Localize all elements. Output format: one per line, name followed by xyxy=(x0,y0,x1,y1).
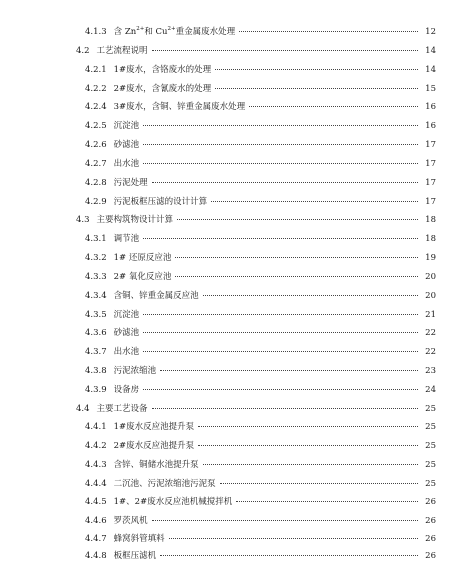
dot-leader xyxy=(203,295,418,296)
toc-entry-label: 4.2.5 沉淀池 xyxy=(85,121,140,131)
dot-leader xyxy=(236,501,418,502)
dot-leader xyxy=(143,238,418,239)
toc-entry-label: 4.3.3 2# 氧化反应池 xyxy=(85,272,172,282)
toc-entry-label: 4.2.6 砂滤池 xyxy=(85,140,140,150)
toc-entry-label: 4.4.5 1#、2#废水反应池机械搅拌机 xyxy=(85,497,233,507)
toc-entry-label: 4.3.5 沉淀池 xyxy=(85,310,140,320)
toc-page-number: 16 xyxy=(425,102,436,112)
toc-entry-label: 4.4.4 二沉池、污泥浓缩池污泥泵 xyxy=(85,479,216,489)
toc-entry-label: 4.4.6 罗茨风机 xyxy=(85,516,148,526)
toc-page-number: 17 xyxy=(425,159,436,169)
toc-entry-label: 4.2.2 2#废水，含氰废水的处理 xyxy=(85,84,212,94)
toc-entry[interactable] xyxy=(0,195,475,211)
toc-page-number: 26 xyxy=(425,551,436,561)
dot-leader xyxy=(249,106,418,107)
dot-leader xyxy=(143,389,418,390)
toc-entry-label: 4.2 工艺流程说明 xyxy=(76,46,148,56)
dot-leader xyxy=(215,88,418,89)
dot-leader xyxy=(160,370,418,371)
toc-entry-label: 4.3.6 砂滤池 xyxy=(85,328,140,338)
toc-entry[interactable] xyxy=(0,213,475,229)
toc-entry[interactable] xyxy=(0,25,475,41)
toc-entry[interactable] xyxy=(0,326,475,342)
toc-entry[interactable] xyxy=(0,514,475,530)
dot-leader xyxy=(177,219,418,220)
dot-leader xyxy=(152,182,418,183)
toc-page-number: 26 xyxy=(425,497,436,507)
dot-leader xyxy=(143,163,418,164)
toc-entry-label: 4.3.2 1# 还原反应池 xyxy=(85,253,172,263)
toc-page-number: 26 xyxy=(425,534,436,544)
dot-leader xyxy=(152,520,418,521)
dot-leader xyxy=(175,276,418,277)
toc-page-number: 16 xyxy=(425,121,436,131)
toc-entry[interactable] xyxy=(0,364,475,380)
dot-leader xyxy=(143,314,418,315)
toc-page-number: 20 xyxy=(425,272,436,282)
toc-page-number: 25 xyxy=(425,460,436,470)
toc-entry[interactable] xyxy=(0,308,475,324)
dot-leader xyxy=(152,50,418,51)
toc-entry[interactable] xyxy=(0,157,475,173)
toc-page-number: 14 xyxy=(425,46,436,56)
dot-leader xyxy=(203,464,418,465)
toc-entry[interactable] xyxy=(0,270,475,286)
dot-leader xyxy=(198,426,418,427)
toc-entry-label: 4.3 主要构筑物设计计算 xyxy=(76,215,174,225)
toc-entry[interactable] xyxy=(0,232,475,248)
toc-page-number: 18 xyxy=(425,215,436,225)
toc-entry[interactable] xyxy=(0,383,475,399)
toc-entry-label: 4.3.8 污泥浓缩池 xyxy=(85,366,157,376)
toc-entry-label: 4.4.8 板框压滤机 xyxy=(85,551,157,561)
toc-page-number: 18 xyxy=(425,234,436,244)
dot-leader xyxy=(198,445,418,446)
toc-page-number: 14 xyxy=(425,65,436,75)
dot-leader xyxy=(215,69,418,70)
toc-page-number: 17 xyxy=(425,140,436,150)
toc-entry[interactable] xyxy=(0,82,475,98)
toc-page-number: 22 xyxy=(425,328,436,338)
toc-entry-label: 4.4.7 蜂窝斜管填料 xyxy=(85,534,165,544)
toc-entry[interactable] xyxy=(0,477,475,493)
toc-entry-label: 4.3.1 调节池 xyxy=(85,234,140,244)
dot-leader xyxy=(175,257,418,258)
toc-entry-label: 4.4.2 2#废水反应池提升泵 xyxy=(85,441,195,451)
toc-page-number: 24 xyxy=(425,385,436,395)
toc-entry[interactable] xyxy=(0,289,475,305)
toc-entry[interactable] xyxy=(0,420,475,436)
toc-entry-label: 4.3.9 设备房 xyxy=(85,385,140,395)
dot-leader xyxy=(143,332,418,333)
toc-page-number: 19 xyxy=(425,253,436,263)
toc-entry[interactable] xyxy=(0,532,475,548)
toc-page-number: 23 xyxy=(425,366,436,376)
toc-entry[interactable] xyxy=(0,176,475,192)
toc-entry[interactable] xyxy=(0,100,475,116)
toc-entry[interactable] xyxy=(0,495,475,511)
toc-entry-label: 4.1.3 含 $Zn^{2+}$和 $Cu^{2+}$重金属废水处理 xyxy=(85,26,236,37)
toc-page-number: 17 xyxy=(425,178,436,188)
toc-entry-label: 4.3.7 出水池 xyxy=(85,347,140,357)
dot-leader xyxy=(211,201,418,202)
toc-page-number: 25 xyxy=(425,441,436,451)
toc-page-number: 20 xyxy=(425,291,436,301)
toc-entry[interactable] xyxy=(0,44,475,60)
toc-page-number: 12 xyxy=(425,27,436,37)
toc-entry[interactable] xyxy=(0,549,475,565)
toc-page-number: 17 xyxy=(425,197,436,207)
toc-page-number: 21 xyxy=(425,310,436,320)
dot-leader xyxy=(143,351,418,352)
toc-entry[interactable] xyxy=(0,402,475,418)
toc-entry[interactable] xyxy=(0,458,475,474)
toc-entry[interactable] xyxy=(0,345,475,361)
toc-entry-label: 4.2.1 1#废水，含铬废水的处理 xyxy=(85,65,212,75)
toc-entry-label: 4.3.4 含铜、锌重金属反应池 xyxy=(85,291,199,301)
toc-entry[interactable] xyxy=(0,63,475,79)
toc-entry-label: 4.2.9 污泥板框压滤的设计计算 xyxy=(85,197,208,207)
toc-page-number: 25 xyxy=(425,404,436,414)
toc-entry-label: 4.4.3 含锌、铜储水池提升泵 xyxy=(85,460,199,470)
toc-entry-label: 4.4.1 1#废水反应池提升泵 xyxy=(85,422,195,432)
toc-entry-label: 4.2.7 出水池 xyxy=(85,159,140,169)
toc-entry-label: 4.2.8 污泥处理 xyxy=(85,178,148,188)
toc-entry-label: 4.4 主要工艺设备 xyxy=(76,404,148,414)
toc-page-number: 25 xyxy=(425,422,436,432)
dot-leader xyxy=(152,408,418,409)
dot-leader xyxy=(143,125,418,126)
dot-leader xyxy=(239,31,418,32)
toc-page-number: 22 xyxy=(425,347,436,357)
toc-page-number: 26 xyxy=(425,516,436,526)
dot-leader xyxy=(169,538,418,539)
toc-entry[interactable] xyxy=(0,119,475,135)
toc-entry[interactable] xyxy=(0,251,475,267)
toc-entry[interactable] xyxy=(0,138,475,154)
toc-entry-label: 4.2.4 3#废水，含铜、锌重金属废水处理 xyxy=(85,102,246,112)
toc-entry[interactable] xyxy=(0,439,475,455)
dot-leader xyxy=(143,144,418,145)
toc-page-number: 25 xyxy=(425,479,436,489)
dot-leader xyxy=(220,483,418,484)
toc-page-number: 15 xyxy=(425,84,436,94)
